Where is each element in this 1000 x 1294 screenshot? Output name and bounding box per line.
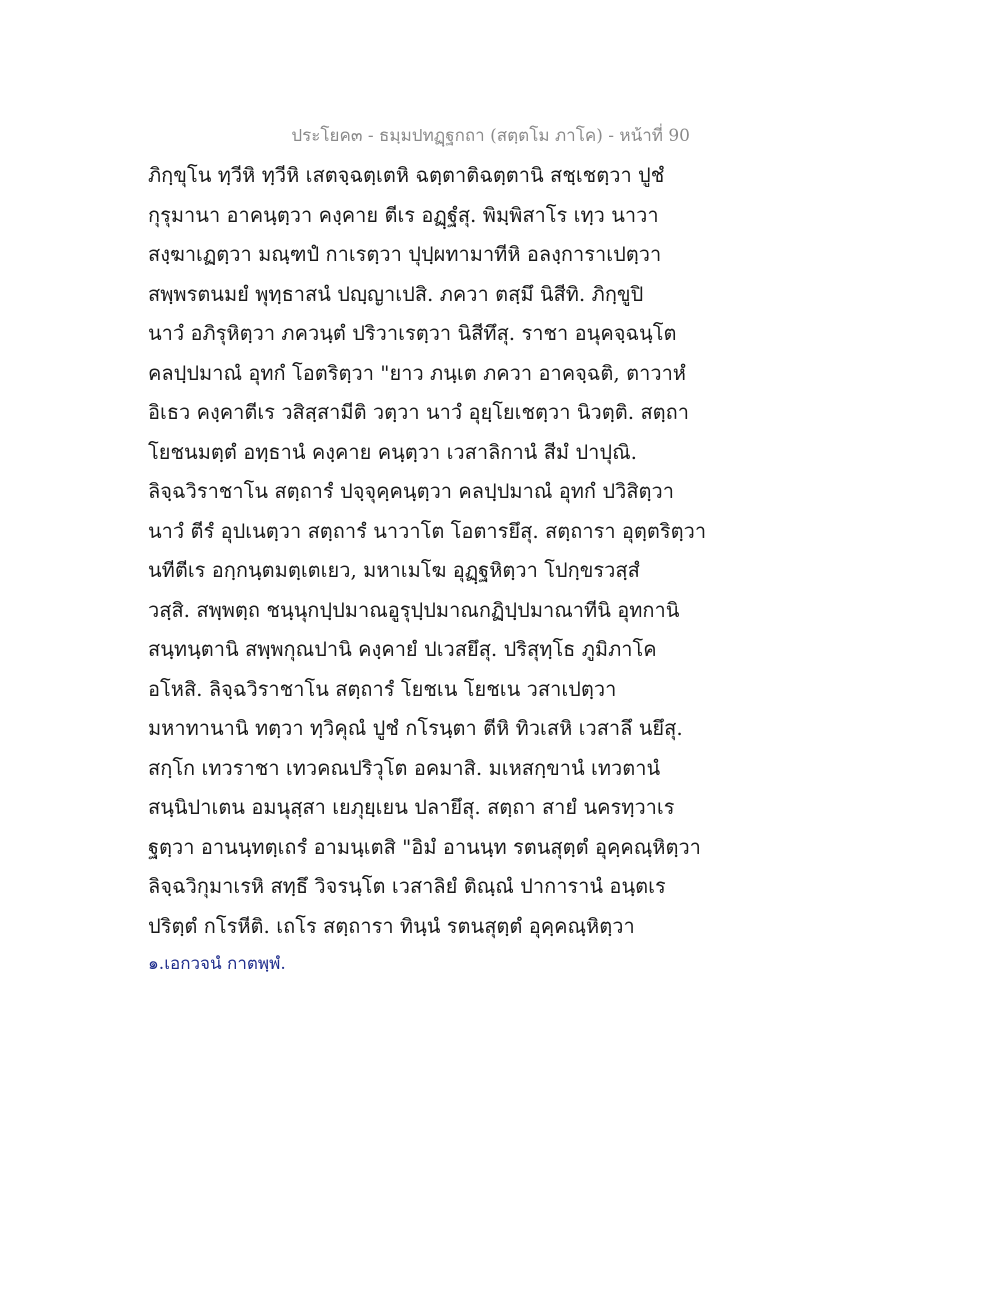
text-line: โยชนมตฺตํ อทฺธานํ คงฺคาย คนฺตฺวา เวสาลิกานํ สีมํ ปาปุณิ. [148,439,637,464]
text-line: สกฺโก เทวราชา เทวคณปริวุโต อคมาสิ. มเหสกฺขานํ เทวตานํ [148,755,661,780]
text-line: ภิกฺขุโน ทฺวีหิ ทฺวีหิ เสตจฺฉตฺเตหิ ฉตฺตาติฉตฺตานิ สชฺเชตฺวา ปูชํ [148,163,665,187]
text-line: สนฺทนฺตานิ สพฺพกุณปานิ คงฺคายํ ปเวสยึสุ. ปริสุทฺโธ ภูมิภาโค [148,637,657,661]
text-line: สพฺพรตนมยํ พุทฺธาสนํ ปญฺญาเปสิ. ภควา ตสฺมึ นิสีทิ. ภิกฺขูปิ [148,281,644,306]
text-line: วสฺสิ. สพฺพตฺถ ชนฺนุกปฺปมาณอูรุปฺปมาณกฏิปฺปมาณาทีนิ อุทกานิ [148,597,680,622]
text-line: กุรุมานา อาคนฺตฺวา คงฺคาย ตีเร อฏฺฐํสุ. พิมฺพิสาโร เทฺว นาวา [148,202,659,227]
body-text [148,156,708,946]
text-line: นาวํ ตีรํ อุปเนตฺวา สตฺถารํ นาวาโต โอตารยึสุ. สตฺถารา อุตฺตริตฺวา [148,518,707,543]
text-line: ปริตฺตํ กโรหีติ. เถโร สตฺถารา ทินฺนํ รตนสุตฺตํ อุคฺคณฺหิตฺวา [148,913,635,938]
text-line: อโหสิ. ลิจฺฉวิราชาโน สตฺถารํ โยชเน โยชเน วสาเปตฺวา [148,676,617,701]
text-line: อิเธว คงฺคาตีเร วสิสฺสามีติ วตฺวา นาวํ อุยฺโยเชตฺวา นิวตฺติ. สตฺถา [148,400,689,424]
text-line: สงฺฆาเฏตฺวา มณฺฑปํ กาเรตฺวา ปุปฺผทามาทีหิ อลงฺการาเปตฺวา [148,242,662,266]
running-header: ประโยค๓ - ธมฺมปทฏฺฐกถา (สตฺตโม ภาโค) - หน้าที่ 90 [291,126,690,146]
text-line: ลิจฺฉวิราชาโน สตฺถารํ ปจฺจุคฺคนฺตฺวา คลปฺปมาณํ อุทกํ ปวิสิตฺวา [148,479,674,503]
text-line: ลิจฺฉวิกุมาเรหิ สทฺธึ วิจรนฺโต เวสาลิยํ ติณฺณํ ปาการานํ อนฺตเร [148,874,666,898]
text-line: นาวํ อภิรุหิตฺวา ภควนฺตํ ปริวาเรตฺวา นิสีทึสุ. ราชา อนุคจฺฉนฺโต [148,321,677,345]
footnote: ๑.เอกวจนํ กาตพฺพํ. [148,954,286,974]
text-line: คลปฺปมาณํ อุทกํ โอตริตฺวา "ยาว ภนฺเต ภควา อาคจฺฉติ, ตาวาหํ [148,360,686,385]
text-line: สนฺนิปาเตน อมนุสฺสา เยภุยฺเยน ปลายึสุ. สตฺถา สายํ นครทฺวาเร [148,795,675,819]
text-line: นทีตีเร อกฺกนฺตมตฺเตเยว, มหาเมโฆ อุฏฺฐหิตฺวา โปกฺขรวสฺสํ [148,558,640,582]
text-line: มหาทานานิ ทตฺวา ทฺวิคุณํ ปูชํ กโรนฺตา ตีหิ ทิวเสหิ เวสาลึ นยึสุ. [148,716,683,740]
text-line: ฐตฺวา อานนฺทตฺเถรํ อามนฺเตสิ "อิมํ อานนฺท รตนสุตฺตํ อุคฺคณฺหิตฺวา [148,834,701,859]
